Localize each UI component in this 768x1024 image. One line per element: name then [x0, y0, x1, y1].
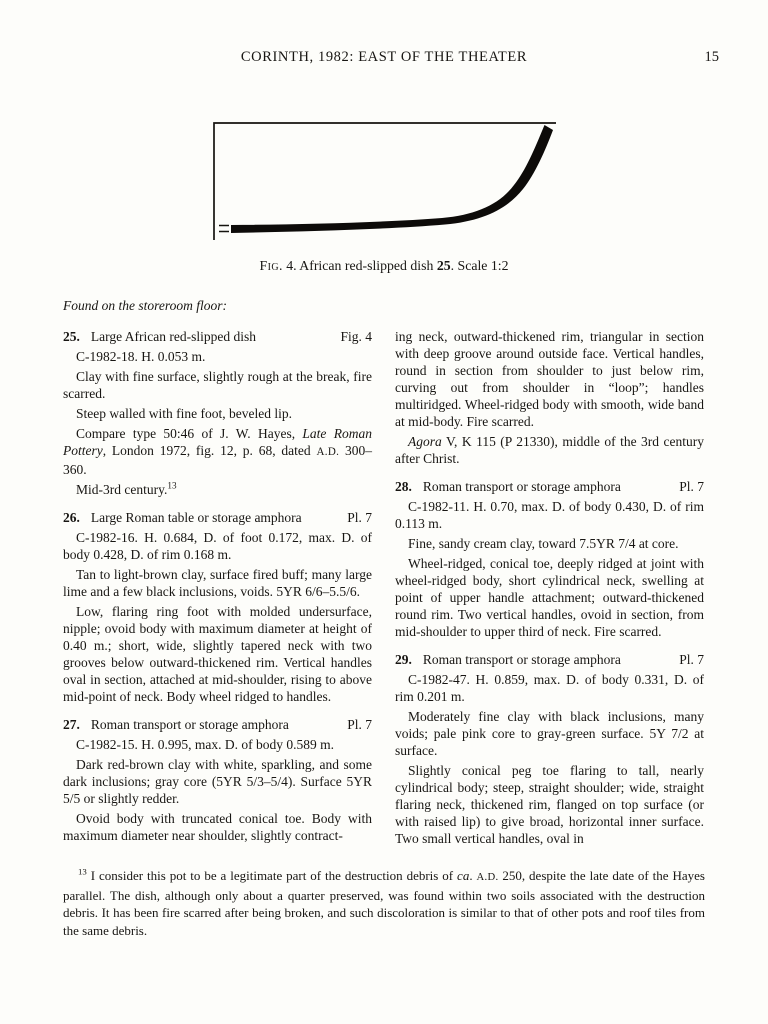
- entry-paragraph: [63, 481, 372, 498]
- entry-heading: [395, 478, 704, 495]
- figure-4: [63, 121, 705, 275]
- text-run: .: [469, 868, 477, 883]
- era-abbreviation: A.D.: [476, 872, 499, 883]
- publication-title: Agora: [408, 434, 442, 449]
- catalog-line: C-1982-16. H. 0.684, D. of foot 0.172, max. D. of body 0.428, D. of rim 0.168 m.: [63, 530, 372, 562]
- caption-scale: . Scale 1:2: [450, 258, 509, 273]
- entry-number: 26.: [63, 510, 80, 525]
- entry-paragraph: Fine, sandy cream clay, toward 7.5YR 7/4 at core.: [408, 536, 679, 551]
- right-column: [395, 328, 704, 858]
- caption-text: 4. African red-slipped dish: [282, 258, 437, 273]
- entry-paragraph-continuation: ing neck, outward-thickened rim, triangular in section with deep groove around outside face. Vertical handles, round in section from shoulder to just below rim, curving out from shoulder in “loop”; handles multiridged. Wheel-ridged body with smooth, wide band at mid-body. Fire scarred.: [395, 329, 704, 429]
- catalog-line: C-1982-15. H. 0.995, max. D. of body 0.589 m.: [76, 737, 334, 752]
- text-run: 250, despite the late date of the Hayes parallel. The dish, although only about a quarter preserved, was found within two soils associated with the destruction debris. It has been fire scarred after being broken, and such discoloration is similar to that of other pots and roof tiles from the same debris.: [63, 868, 705, 938]
- catalog-entry-27: [63, 716, 372, 844]
- entry-title: Large African red-slipped dish: [90, 329, 256, 344]
- catalog-entry-27-continued: [395, 328, 704, 467]
- entry-title: Roman transport or storage amphora: [422, 479, 621, 494]
- entry-paragraph: Tan to light-brown clay, surface fired buff; many large lime and a few black inclusions, voids. 5YR 6/6–5.5/6.: [63, 567, 372, 599]
- text-run: Mid-3rd century.: [76, 482, 168, 497]
- catalog-line: C-1982-18. H. 0.053 m.: [76, 349, 206, 364]
- catalog-line: C-1982-47. H. 0.859, max. D. of body 0.331, D. of rim 0.201 m.: [395, 672, 704, 704]
- text-run: 300–360.: [63, 443, 372, 477]
- entry-heading: [63, 328, 372, 345]
- text-run: Compare type 50:46 of J. W. Hayes,: [76, 426, 303, 441]
- entry-paragraph: [395, 433, 704, 467]
- figure-caption: [63, 256, 705, 275]
- footnote-13: [63, 867, 705, 939]
- entry-title: Large Roman table or storage amphora: [90, 510, 302, 525]
- entry-number: 28.: [395, 479, 412, 494]
- running-title: CORINTH, 1982: EAST OF THE THEATER: [240, 49, 528, 65]
- entry-plate-ref: Pl. 7: [679, 652, 704, 667]
- dish-section-band: [231, 125, 553, 233]
- era-abbreviation: A.D.: [316, 446, 340, 458]
- entry-paragraph: Low, flaring ring foot with molded undersurface, nipple; ovoid body with maximum diameter at height of 0.40 m.; short, wide, slightly tapered neck with two grooves below outward-thickened rim. Vertical handles oval in section, attached at mid-shoulder, rising to above mid-point of neck. Body wheel ridged to handles.: [63, 604, 372, 704]
- footnote-number: 13: [78, 866, 87, 877]
- text-run: I consider this pot to be a legitimate part of the destruction debris of: [86, 868, 458, 883]
- catalog-entry-28: [395, 478, 704, 640]
- entry-heading: [63, 716, 372, 733]
- catalog-entry-26: [63, 509, 372, 705]
- entry-heading: [395, 651, 704, 668]
- catalog-line: C-1982-11. H. 0.70, max. D. of body 0.430, D. of rim 0.113 m.: [395, 499, 704, 531]
- entry-paragraph: Wheel-ridged, conical toe, deeply ridged at joint with wheel-ridged body, short cylindrical neck, swelling at point of upper handle attachment; outward-thickened round rim. Two vertical handles, ovoid in section, from mid-shoulder to upper third of neck. Fire scarred.: [395, 556, 704, 639]
- figure-label: Fig.: [259, 258, 283, 273]
- text-columns: [63, 328, 705, 858]
- entry-figure-ref: Fig. 4: [340, 329, 372, 344]
- entry-paragraph: Clay with fine surface, slightly rough at the break, fire scarred.: [63, 369, 372, 401]
- break-marks: [219, 226, 229, 232]
- entry-paragraph: Moderately fine clay with black inclusions, many voids; pale pink core to gray-green surface. 5Y 7/2 at surface.: [395, 709, 704, 758]
- catalog-entry-29: [395, 651, 704, 847]
- entry-paragraph: Steep walled with fine foot, beveled lip.: [76, 406, 292, 421]
- entry-heading: [63, 509, 372, 526]
- entry-paragraph: [63, 425, 372, 478]
- left-column: [63, 328, 372, 858]
- text-run: , London 1972, fig. 12, p. 68, dated: [102, 443, 317, 458]
- entry-title: Roman transport or storage amphora: [90, 717, 289, 732]
- page-header: [63, 48, 719, 67]
- entry-number: 25.: [63, 329, 80, 344]
- entry-paragraph: Dark red-brown clay with white, sparkling, and some dark inclusions; gray core (5YR 5/3–5/4). Surface 5YR 5/5 or slightly redder.: [63, 757, 372, 806]
- entry-number: 29.: [395, 652, 412, 667]
- footnote-reference: 13: [167, 480, 177, 491]
- caption-entry-number: 25: [436, 258, 451, 273]
- entry-plate-ref: Pl. 7: [347, 717, 372, 732]
- entry-paragraph: Slightly conical peg toe flaring to tall, nearly cylindrical body; steep, straight shoulder; wide, straight flaring neck, thickened rim, flanged on top surface (or with raised lip) to give broad, horizontal inner surface. Two small vertical handles, oval in: [395, 763, 704, 846]
- entry-title: Roman transport or storage amphora: [422, 652, 621, 667]
- catalog-entry-25: [63, 328, 372, 498]
- page-number: 15: [704, 49, 719, 65]
- text-run: V, K 115 (P 21330), middle of the 3rd century after Christ.: [395, 434, 704, 466]
- entry-plate-ref: Pl. 7: [347, 510, 372, 525]
- latin-abbreviation: ca: [457, 868, 470, 883]
- entry-paragraph: Ovoid body with truncated conical toe. Body with maximum diameter near shoulder, slightly contract-: [63, 811, 372, 843]
- entry-plate-ref: Pl. 7: [679, 479, 704, 494]
- section-intro: Found on the storeroom floor:: [63, 298, 227, 313]
- entry-number: 27.: [63, 717, 80, 732]
- dish-profile-drawing: [212, 121, 557, 242]
- book-title: Late Roman Pottery: [63, 426, 372, 458]
